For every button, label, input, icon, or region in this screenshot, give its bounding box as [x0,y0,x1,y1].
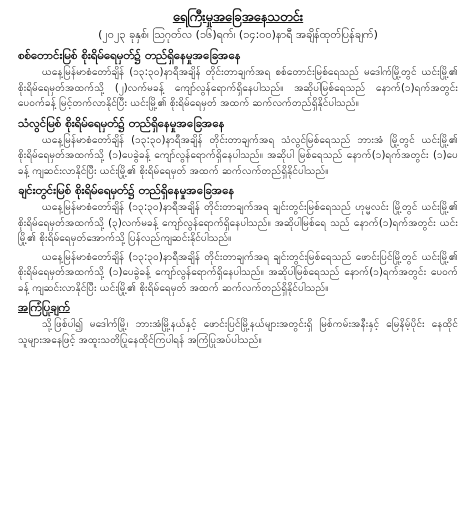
section-advice [18,300,458,348]
section-heading: စစ်တောင်းမြစ် စိုးရိမ်ရေမှတ်၌ တည်ရှိနေမှုအခြေအနေ [18,48,241,62]
section-chindwin [18,183,458,296]
section-paragraph: ယနေ့မြန်မာစံတော်ချိန် (၁၃:၃၀)နာရီအချိန် တိုင်းတာချက်အရ စစ်တောင်းမြစ်ရေသည် မဒေါက်မြို့တွင် ယင်းမြို့၏ စိုးရိမ်ရေမှတ်အထက်သို့ (၂)လက်မခန့် ကျော်လွန်ရောက်ရှိနေပါသည်။ အဆိုပါမြစ်ရေသည် နောက်(၁)ရက်အတွင်း ပေ၀က်ခန့် မြင့်တက်လာနိုင်ပြီး ယင်းမြို့၏ စိုးရိမ်ရေမှတ် အထက် ဆက်လက်တည်ရှိနိုင်ပါသည်။ [18,67,458,109]
section-paragraph: ယနေ့မြန်မာစံတော်ချိန် (၁၃:၃၀)နာရီအချိန် တိုင်းတာချက်အရ ချင်းတွင်းမြစ်ရေသည် ဖောင်းပြင်မြို့တွင် ယင်းမြို့၏ စိုးရိမ်ရေမှတ်အထက်သို့ (၁)ပေခွဲခန့် ကျော်လွန်ရောက်ရှိနေပါသည်။ အဆိုပါမြစ်ရေသည် နောက်(၁)ရက်အတွင်း ပေ၀က်ခန့် ကျဆင်းလာနိုင်ပြီး ယင်းမြို့၏ စိုးရိမ်ရေမှတ် အထက် ဆက်လက်တည်ရှိနိုင်ပါသည်။ [18,251,458,294]
bulletin-subtitle: (၂၀၂၃ ခုနှစ်၊ ဩဂုတ်လ (၁၆)ရက်၊ (၁၄:၀၀)နာရီ အချိန်ထုတ်ပြန်ချက်) [98,28,378,41]
section-heading: သံလွင်မြစ် စိုးရိမ်ရေမှတ်၌ တည်ရှိနေမှုအခြေအနေ [18,115,225,130]
section-sittaung [18,48,458,112]
section-paragraph: သို့ဖြစ်ပါ၍ မဒေါက်မြို့၊ ဘားအံမြို့နယ်နှင့် ဖောင်းပြင်မြို့နယ်များအတွင်းရှိ မြစ်ကမ်းအနီးနှင့် မြေနိမ့်ပိုင်း နေထိုင်သူများအနေဖြင့် အထူးသတိပြုနေထိုင်ကြပါရန် အကြံပြုအပ်ပါသည်။ [18,319,458,346]
section-thanlwin [18,116,458,180]
section-paragraph: ယနေ့မြန်မာစံတော်ချိန် (၁၃:၃၀)နာရီအချိန် တိုင်းတာချက်အရ ချင်းတွင်းမြစ်ရေသည် ဟုမ္မလင်း မြို့တွင် ယင်းမြို့၏ စိုးရိမ်ရေမှတ်အထက်သို့ (၃)လက်မခန့် ကျော်လွန်ရောက်ရှိနေပါသည်။ အဆိုပါမြစ်ရေ သည် နောက်(၁)ရက်အတွင်း ယင်းမြို့၏ စိုးရိမ်ရေမှတ်အောက်သို့ ပြန်လည်ကျဆင်းနိုင်ပါသည်။ [18,202,458,244]
section-heading: အကြံပြုချက် [18,300,70,314]
section-heading: ချင်းတွင်းမြစ် စိုးရိမ်ရေမှတ်၌ တည်ရှိနေမှုအခြေအနေ [18,183,235,197]
section-paragraph: ယနေ့မြန်မာစံတော်ချိန် (၁၃:၃၀)နာရီအချိန် တိုင်းတာချက်အရ သံလွင်မြစ်ရေသည် ဘားအံ မြို့တွင် ယင်းမြို့၏ စိုးရိမ်ရေမှတ်အထက်သို့ (၁)ပေခွဲခန့် ကျော်လွန်ရောက်ရှိနေပါသည်။ အဆိုပါ မြစ်ရေသည် နောက်(၁)ရက်အတွင်း (၁)ပေခန့် ကျဆင်းလာနိုင်ပြီး ယင်းမြို့၏ စိုးရိမ်ရေမှတ် အထက် ဆက်လက်တည်ရှိနိုင်ပါသည်။ [18,134,458,177]
bulletin-title: ရေကြီးမှုအခြေအနေသတင်း [172,10,304,25]
